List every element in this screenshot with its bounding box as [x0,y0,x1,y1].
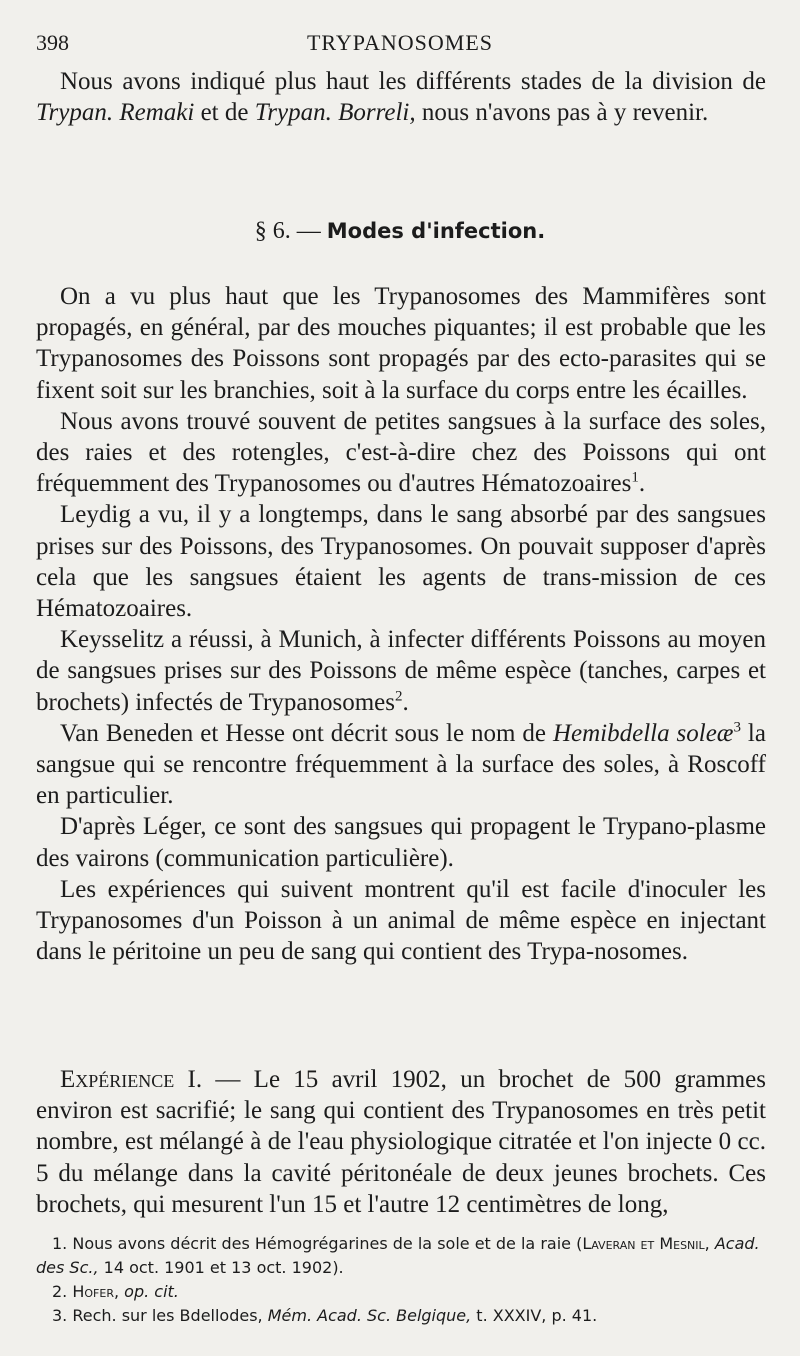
species-borreli: Trypan. Borreli, [254,99,416,127]
paragraph: Les expériences qui suivent montrent qu'il est facile d'inoculer les Trypanosomes d'un Poisson à un animal de même espèce en injectant dans le péritoine un peu de sang qui contient des Trypa-nosomes. [36,875,766,966]
running-header [36,30,764,62]
paragraph: On a vu plus haut que les Trypanosomes des Mammifères sont propagés, en général, par des mouches piquantes; il est probable que les Trypanosomes des Poissons sont propagés par des ecto-parasites qui se fixent soit sur les branchies, soit à la surface du corps entre les écailles. [36,283,766,404]
footnote-journal: Acad. des Sc., [36,1234,760,1277]
footnote-citation: op. cit. [119,1282,179,1301]
footnote-3 [36,1304,766,1328]
footnote-text: 1. Nous avons décrit des Hémogrégarines de la sole et de la raie ( [52,1234,583,1253]
footnote-1 [36,1232,766,1280]
intro-text-a: Nous avons indiqué plus haut les différents stades de la division de [60,68,766,95]
paragraph [36,624,766,718]
species-hemibdella: Hemibdella soleæ [552,719,734,747]
main-text [36,281,766,967]
paragraph-end: . [638,470,646,498]
section-number: § 6. — [254,218,327,244]
footnote-text: t. XXXIV, p. 41. [471,1306,598,1325]
paragraph-text: Van Beneden et Hesse ont décrit sous le nom de [60,719,553,747]
footnote-authors: Laveran et Mesnil, [582,1234,710,1253]
running-title: TRYPANOSOMES [306,30,494,55]
intro-text-b: et de [194,99,255,127]
footnote-author: Hofer, [72,1282,120,1301]
experiment-block [36,1064,766,1220]
experiment-paragraph [36,1064,766,1220]
species-remaki: Trypan. Remaki [36,99,195,127]
intro-paragraph [36,66,766,128]
experiment-label: Expérience I. [60,1066,203,1093]
intro-text-c: nous n'avons pas à y revenir. [415,99,709,127]
footnote-ref: 1 [631,469,639,486]
footnote-ref: 3 [733,719,741,736]
paragraph-text: Nous avons trouvé souvent de petites sangsues à la surface des soles, des raies et des rotengles, c'est-à-dire chez des Poissons qui ont fréquemment des Trypanosomes ou d'autres Hématozoaires [36,407,766,498]
paragraph-text: la sangsue qui se rencontre fréquemment à la surface des soles, à Roscoff en particulier. [36,719,766,810]
paragraph-text: Keysselitz a réussi, à Munich, à infecter différents Poissons au moyen de sangsues prises sur des Poissons de même espèce (tanches, carpes et brochets) infectés de Trypanosomes [36,626,766,716]
paragraph: Leydig a vu, il y a longtemps, dans le sang absorbé par des sangsues prises sur des Poissons, des Trypanosomes. On pouvait supposer d'après cela que les sangsues étaient les agents de trans-mission de ces Hématozoaires. [36,501,766,623]
page-number: 398 [36,30,69,55]
paragraph [36,406,766,500]
footnote-text: 14 oct. 1901 et 13 oct. 1902). [98,1258,344,1277]
footnote-text: 3. Rech. sur les Bdellodes, [52,1306,268,1325]
paragraph [36,718,766,812]
footnote-2 [36,1280,766,1304]
paragraph-end: . [402,688,409,716]
experiment-text: — Le 15 avril 1902, un brochet de 500 grammes environ est sacrifié; le sang qui contient des Trypanosomes en très petit nombre, est mélangé à de l'eau physiologique citratée et l'on injecte 0 cc. 5 du mélange dans la cavité péritonéale de deux jeunes brochets. Ces brochets, qui mesurent l'un 15 et l'autre 12 centimètres de long, [36,1066,766,1218]
paragraph: D'après Léger, ce sont des sangsues qui propagent le Trypano-plasme des vairons (communication particulière). [36,813,766,872]
section-heading [0,218,800,245]
footnote-journal: Mém. Acad. Sc. Belgique, [267,1306,472,1325]
footnotes [36,1232,766,1328]
footnote-ref: 2 [394,688,403,705]
intro-block [36,66,766,128]
section-title: Modes d'infection. [326,219,546,243]
footnote-text: 2. [52,1282,73,1301]
